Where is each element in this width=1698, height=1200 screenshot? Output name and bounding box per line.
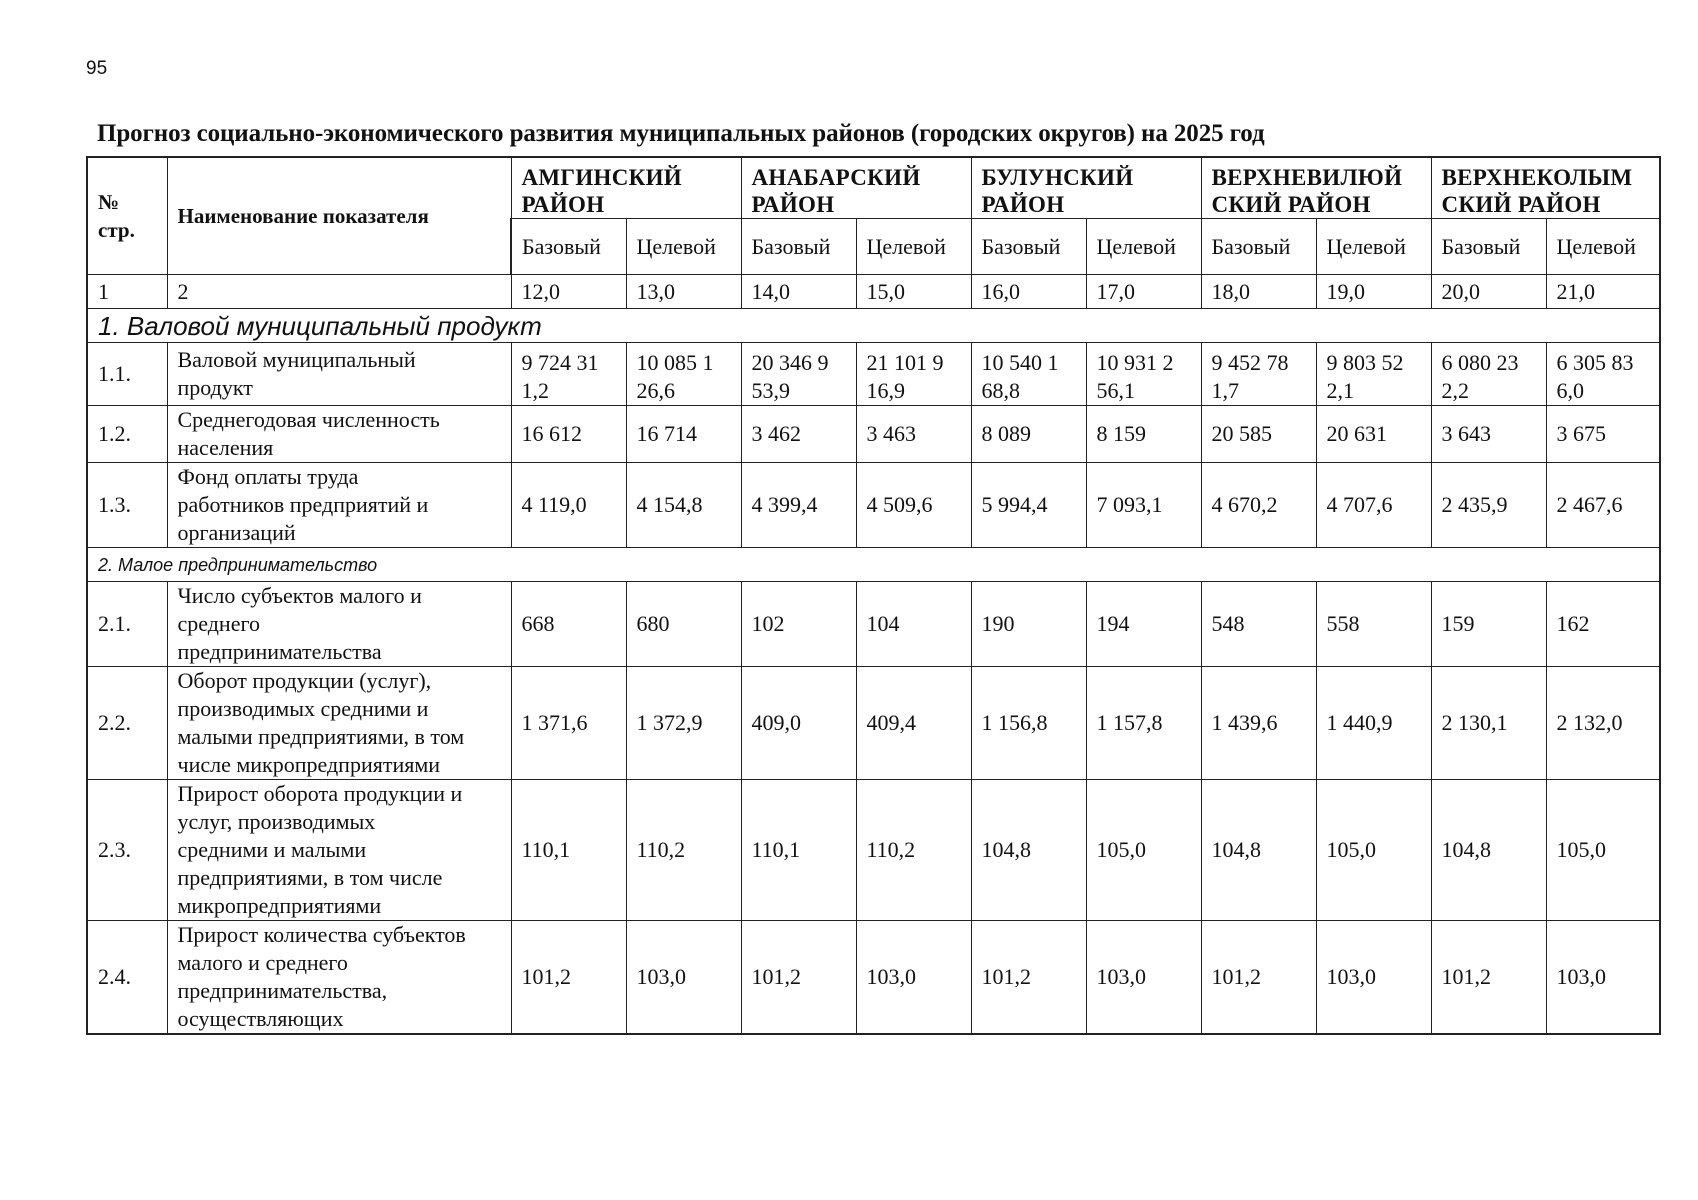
section-title: 2. Малое предпринимательство (87, 548, 1660, 582)
value-line: 68,8 (981, 378, 1020, 403)
value-cell: 104,8 (1431, 780, 1546, 921)
district-name-line1: ВЕРХНЕВИЛЮЙ (1211, 165, 1403, 190)
value-cell: 548 (1201, 582, 1316, 667)
value-cell: 7 093,1 (1086, 463, 1201, 548)
value-line: 6 305 83 (1556, 350, 1634, 375)
value-cell: 1 440,9 (1316, 667, 1431, 780)
row-number: 1.2. (87, 406, 167, 463)
indicator-name-line: предпринимательства, (177, 978, 388, 1003)
column-index-cell: 20,0 (1431, 275, 1546, 309)
value-cell: 3 462 (741, 406, 856, 463)
header-district-verkhnevilyuysky (1201, 157, 1431, 219)
value-cell (1546, 343, 1660, 406)
value-cell: 8 159 (1086, 406, 1201, 463)
indicator-name-line: продукт (177, 375, 253, 400)
value-cell: 16 612 (511, 406, 626, 463)
value-cell: 3 643 (1431, 406, 1546, 463)
value-cell (971, 343, 1086, 406)
value-cell: 190 (971, 582, 1086, 667)
indicator-name (167, 921, 511, 1035)
indicator-name-line: средними и малыми (177, 837, 367, 862)
value-cell: 4 119,0 (511, 463, 626, 548)
indicator-name-line: среднего (177, 611, 260, 636)
section-title: 1. Валовой муниципальный продукт (87, 309, 1660, 343)
district-name-line1: БУЛУНСКИЙ (981, 165, 1134, 190)
value-cell: 102 (741, 582, 856, 667)
value-cell: 105,0 (1316, 780, 1431, 921)
value-cell: 104 (856, 582, 971, 667)
header-scenario-base: Базовый (1431, 219, 1546, 275)
column-index-cell: 19,0 (1316, 275, 1431, 309)
value-cell: 4 707,6 (1316, 463, 1431, 548)
value-line: 56,1 (1096, 378, 1135, 403)
value-cell: 110,1 (511, 780, 626, 921)
indicator-name-line: Число субъектов малого и (177, 583, 422, 608)
value-cell: 104,8 (971, 780, 1086, 921)
value-line: 6 080 23 (1441, 350, 1519, 375)
value-cell: 103,0 (1316, 921, 1431, 1035)
header-scenario-target: Целевой (856, 219, 971, 275)
section-header-row (87, 309, 1660, 343)
row-number: 2.2. (87, 667, 167, 780)
value-cell: 3 675 (1546, 406, 1660, 463)
header-district-amginsky (511, 157, 741, 219)
value-cell: 103,0 (856, 921, 971, 1035)
table-row (87, 780, 1660, 921)
value-line: 10 085 1 (636, 350, 714, 375)
section-header-row (87, 548, 1660, 582)
column-index-cell: 18,0 (1201, 275, 1316, 309)
value-cell (511, 343, 626, 406)
value-cell: 1 371,6 (511, 667, 626, 780)
value-cell: 4 154,8 (626, 463, 741, 548)
value-line: 9 724 31 (521, 350, 599, 375)
indicator-name-line: Валовой муниципальный (177, 347, 416, 372)
value-cell: 110,2 (626, 780, 741, 921)
table-row (87, 921, 1660, 1035)
indicator-name (167, 406, 511, 463)
value-line: 10 540 1 (981, 350, 1059, 375)
value-cell: 1 439,6 (1201, 667, 1316, 780)
page-title: Прогноз социально-экономического развития муниципальных районов (городских округов) на 2025 год (97, 120, 1265, 147)
value-line: 21 101 9 (866, 350, 944, 375)
value-cell: 159 (1431, 582, 1546, 667)
value-line: 53,9 (751, 378, 790, 403)
district-name-line2: РАЙОН (981, 192, 1065, 217)
value-cell: 1 156,8 (971, 667, 1086, 780)
value-cell: 162 (1546, 582, 1660, 667)
district-name-line1: АМГИНСКИЙ (521, 165, 682, 190)
header-row-districts (87, 157, 1660, 219)
indicator-name (167, 463, 511, 548)
value-cell: 20 585 (1201, 406, 1316, 463)
value-cell: 680 (626, 582, 741, 667)
table-row (87, 667, 1660, 780)
indicator-name (167, 780, 511, 921)
row-number: 2.1. (87, 582, 167, 667)
column-index-cell: 17,0 (1086, 275, 1201, 309)
header-scenario-base: Базовый (1201, 219, 1316, 275)
column-index-cell: 2 (167, 275, 511, 309)
page-number: 95 (86, 58, 108, 79)
row-number: 2.3. (87, 780, 167, 921)
table-row (87, 406, 1660, 463)
value-line: 10 931 2 (1096, 350, 1174, 375)
value-cell: 1 372,9 (626, 667, 741, 780)
district-name-line2: СКИЙ РАЙОН (1441, 192, 1601, 217)
table-row (87, 463, 1660, 548)
value-cell: 2 435,9 (1431, 463, 1546, 548)
indicator-name-line: малого и среднего (177, 950, 348, 975)
value-cell: 2 132,0 (1546, 667, 1660, 780)
value-cell (1316, 343, 1431, 406)
value-cell: 101,2 (1431, 921, 1546, 1035)
header-scenario-base: Базовый (741, 219, 856, 275)
indicator-name-line: Прирост оборота продукции и (177, 781, 463, 806)
value-cell (626, 343, 741, 406)
value-cell: 110,2 (856, 780, 971, 921)
district-name-line2: СКИЙ РАЙОН (1211, 192, 1371, 217)
header-scenario-base: Базовый (511, 219, 626, 275)
value-cell (1431, 343, 1546, 406)
value-line: 1,2 (521, 378, 549, 403)
table-row (87, 582, 1660, 667)
district-name-line1: АНАБАРСКИЙ (751, 165, 921, 190)
value-cell: 20 631 (1316, 406, 1431, 463)
indicator-name-line: работников предприятий и (177, 492, 429, 517)
value-cell: 5 994,4 (971, 463, 1086, 548)
header-row-number (87, 157, 167, 275)
value-line: 20 346 9 (751, 350, 829, 375)
value-cell: 101,2 (971, 921, 1086, 1035)
indicator-name-line: числе микропредприятиями (177, 752, 441, 777)
value-cell: 8 089 (971, 406, 1086, 463)
value-cell: 101,2 (741, 921, 856, 1035)
indicator-name (167, 343, 511, 406)
value-cell: 16 714 (626, 406, 741, 463)
indicator-name-line: предпринимательства (177, 639, 382, 664)
value-cell (1086, 343, 1201, 406)
value-cell: 2 130,1 (1431, 667, 1546, 780)
value-cell (741, 343, 856, 406)
value-cell: 101,2 (511, 921, 626, 1035)
value-line: 26,6 (636, 378, 675, 403)
header-indicator-name: Наименование показателя (167, 157, 511, 275)
row-number: 2.4. (87, 921, 167, 1035)
district-name-line1: ВЕРХНЕКОЛЫМ (1441, 165, 1633, 190)
value-cell: 103,0 (1086, 921, 1201, 1035)
forecast-table (86, 156, 1661, 1035)
value-cell: 104,8 (1201, 780, 1316, 921)
value-cell: 3 463 (856, 406, 971, 463)
value-line: 2,2 (1441, 378, 1470, 403)
column-index-cell: 21,0 (1546, 275, 1660, 309)
header-scenario-base: Базовый (971, 219, 1086, 275)
value-cell: 2 467,6 (1546, 463, 1660, 548)
value-cell: 409,0 (741, 667, 856, 780)
indicator-name-line: предприятиями, в том числе (177, 865, 443, 890)
value-cell: 105,0 (1546, 780, 1660, 921)
column-index-cell: 13,0 (626, 275, 741, 309)
indicator-name-line: Фонд оплаты труда (177, 464, 359, 489)
value-line: 1,7 (1211, 378, 1240, 403)
header-number-label: стр. (98, 218, 135, 242)
value-line: 9 803 52 (1326, 350, 1404, 375)
value-cell: 4 670,2 (1201, 463, 1316, 548)
indicator-name-line: Прирост количества субъектов (177, 922, 466, 947)
value-cell: 1 157,8 (1086, 667, 1201, 780)
value-cell: 103,0 (1546, 921, 1660, 1035)
value-cell (856, 343, 971, 406)
value-cell: 103,0 (626, 921, 741, 1035)
indicator-name (167, 582, 511, 667)
row-number: 1.3. (87, 463, 167, 548)
indicator-name-line: осуществляющих (177, 1006, 344, 1031)
value-cell (1201, 343, 1316, 406)
value-cell: 105,0 (1086, 780, 1201, 921)
indicator-name-line: населения (177, 435, 274, 460)
indicator-name-line: Оборот продукции (услуг), (177, 668, 432, 693)
value-cell: 194 (1086, 582, 1201, 667)
header-scenario-target: Целевой (1546, 219, 1660, 275)
district-name-line2: РАЙОН (521, 192, 605, 217)
column-index-cell: 15,0 (856, 275, 971, 309)
value-line: 9 452 78 (1211, 350, 1289, 375)
value-cell: 668 (511, 582, 626, 667)
column-index-cell: 12,0 (511, 275, 626, 309)
indicator-name (167, 667, 511, 780)
column-index-cell: 16,0 (971, 275, 1086, 309)
header-district-verkhnekolymsky (1431, 157, 1660, 219)
indicator-name-line: микропредприятиями (177, 893, 382, 918)
header-number-sign: № (98, 190, 120, 214)
column-index-row (87, 275, 1660, 309)
value-line: 2,1 (1326, 378, 1355, 403)
header-scenario-target: Целевой (1316, 219, 1431, 275)
column-index-cell: 1 (87, 275, 167, 309)
value-line: 16,9 (866, 378, 905, 403)
value-line: 6,0 (1556, 378, 1585, 403)
value-cell: 409,4 (856, 667, 971, 780)
value-cell: 4 399,4 (741, 463, 856, 548)
value-cell: 101,2 (1201, 921, 1316, 1035)
header-scenario-target: Целевой (626, 219, 741, 275)
column-index-cell: 14,0 (741, 275, 856, 309)
indicator-name-line: производимых средними и (177, 696, 429, 721)
header-scenario-target: Целевой (1086, 219, 1201, 275)
district-name-line2: РАЙОН (751, 192, 835, 217)
header-district-bulunsky (971, 157, 1201, 219)
header-district-anabarsky (741, 157, 971, 219)
value-cell: 4 509,6 (856, 463, 971, 548)
indicator-name-line: малыми предприятиями, в том (177, 724, 465, 749)
indicator-name-line: услуг, производимых (177, 809, 376, 834)
indicator-name-line: Среднегодовая численность (177, 407, 440, 432)
value-cell: 110,1 (741, 780, 856, 921)
indicator-name-line: организаций (177, 520, 296, 545)
value-cell: 558 (1316, 582, 1431, 667)
table-row (87, 343, 1660, 406)
row-number: 1.1. (87, 343, 167, 406)
